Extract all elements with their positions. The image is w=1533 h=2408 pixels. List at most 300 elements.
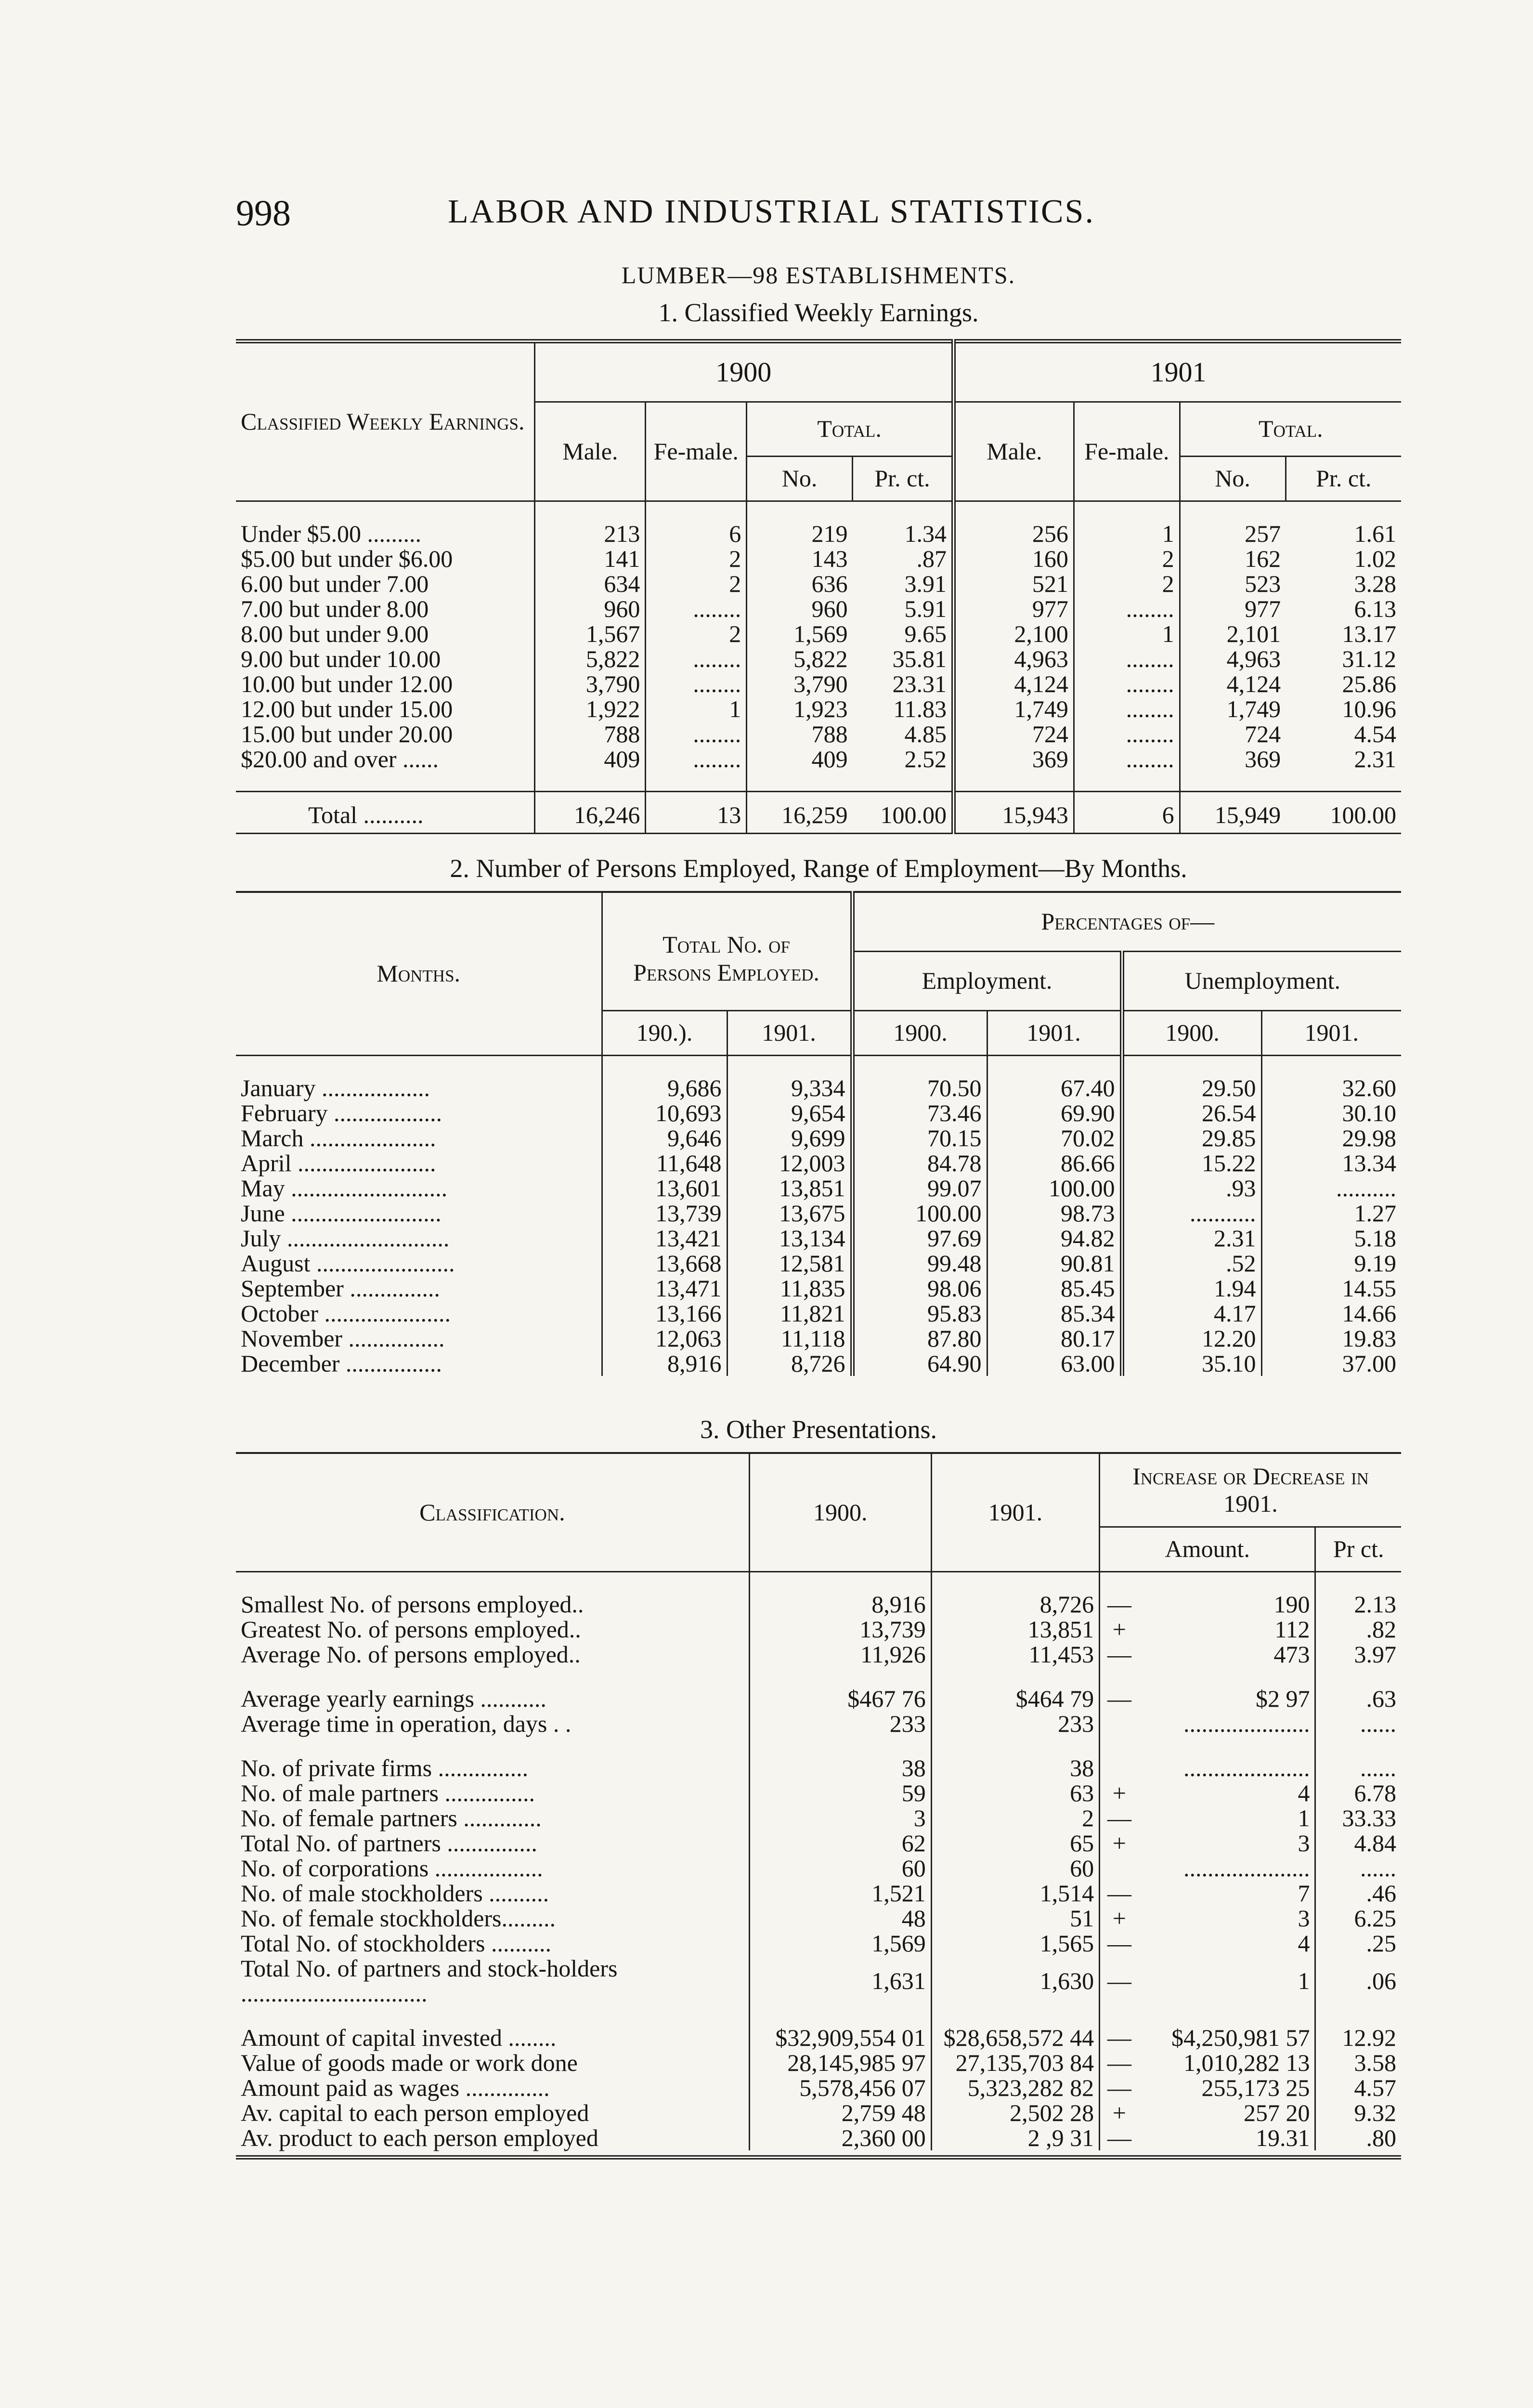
earnings-row <box>236 671 1401 696</box>
persons-1901-header: 1901. <box>727 1011 852 1056</box>
cell: 59 <box>749 1780 931 1806</box>
row-label: $20.00 and over ...... <box>241 746 439 772</box>
classification-row <box>236 1856 1401 1881</box>
row-label: Under $5.00 ......... <box>241 520 421 547</box>
cell: 1 <box>1074 621 1180 646</box>
cell: 977 <box>1180 596 1286 621</box>
row-label: $5.00 but under $6.00 <box>241 545 453 572</box>
cell: 2 <box>646 546 747 571</box>
cell: 70.02 <box>987 1125 1122 1151</box>
cell: 67.40 <box>987 1075 1122 1100</box>
cell: 1.02 <box>1354 545 1396 572</box>
cell: 521 <box>953 571 1074 596</box>
cell: 2 <box>1074 571 1180 596</box>
cell: 141 <box>535 546 646 571</box>
cell: 51 <box>931 1906 1099 1931</box>
emp-1901-header: 1901. <box>987 1011 1122 1056</box>
cell: 5,822 <box>535 646 646 671</box>
cell: 1.61 <box>1354 520 1396 547</box>
document-page <box>236 193 1401 2159</box>
cell: 409 <box>535 746 646 772</box>
cell: 1,749 <box>953 696 1074 721</box>
cell: .46 <box>1315 1881 1401 1906</box>
cell: 13,675 <box>727 1201 852 1226</box>
row-label: Total No. of partners and stock-holders ............................... <box>241 1955 618 2007</box>
cell: 2 <box>646 621 747 646</box>
female-1901-header: Fe-male. <box>1074 402 1180 501</box>
month-row <box>236 1276 1401 1301</box>
cell: 3,790 <box>747 671 853 696</box>
change-sign: — <box>1100 1592 1139 1617</box>
cell: ........ <box>646 596 747 621</box>
change-sign: — <box>1100 2125 1139 2150</box>
cell: 1,923 <box>747 696 853 721</box>
cell: 788 <box>535 721 646 746</box>
emp-1900-header: 1900. <box>852 1011 987 1056</box>
cell: 26.54 <box>1122 1100 1261 1125</box>
row-label: Total No. of partners ............... <box>241 1830 537 1857</box>
cell: 9,334 <box>727 1075 852 1100</box>
cell: 255,173 25 <box>1201 2074 1310 2101</box>
cell: 13,166 <box>602 1301 727 1326</box>
classification-row <box>236 1755 1401 1780</box>
classification-row <box>236 1711 1401 1736</box>
month-row <box>236 1125 1401 1151</box>
cell: 9.65 <box>904 620 947 647</box>
cell: 2,101 <box>1180 621 1286 646</box>
cell: .25 <box>1315 1931 1401 1956</box>
cell: 85.45 <box>987 1276 1122 1301</box>
month-label: May .......................... <box>241 1175 448 1202</box>
cell: $467 76 <box>749 1686 931 1711</box>
month-row <box>236 1100 1401 1125</box>
row-label: Greatest No. of persons employed.. <box>241 1616 581 1643</box>
cell: 788 <box>747 721 853 746</box>
cell: 32.60 <box>1261 1075 1401 1100</box>
cell: 63.00 <box>987 1351 1122 1376</box>
cell: 4.84 <box>1315 1831 1401 1856</box>
cell: 3 <box>749 1806 931 1831</box>
cell: 8,916 <box>602 1351 727 1376</box>
cell: 8,726 <box>727 1351 852 1376</box>
cell: 6.25 <box>1315 1906 1401 1931</box>
cell: 31.12 <box>1342 645 1396 672</box>
cell: 8,916 <box>749 1592 931 1617</box>
cell: 4.57 <box>1315 2075 1401 2100</box>
classification-row <box>236 1881 1401 1906</box>
classification-row <box>236 1906 1401 1931</box>
cell: 12.92 <box>1315 2025 1401 2050</box>
cell: 15,949 <box>1180 792 1286 834</box>
earnings-row <box>236 721 1401 746</box>
pct-header: Pr ct. <box>1315 1527 1401 1572</box>
cell: 9,646 <box>602 1125 727 1151</box>
row-label: Value of goods made or work done <box>241 2049 578 2076</box>
classification-row <box>236 1931 1401 1956</box>
cell: 4 <box>1298 1780 1310 1806</box>
pct-1901-header: Pr. ct. <box>1286 457 1401 501</box>
cell: 16,259 <box>747 792 853 834</box>
section1-title: 1. Classified Weekly Earnings. <box>658 298 979 327</box>
cell: 12,063 <box>602 1326 727 1351</box>
cell: .52 <box>1122 1251 1261 1276</box>
earnings-row <box>236 646 1401 671</box>
cell: ........ <box>646 721 747 746</box>
cell: 5.18 <box>1261 1226 1401 1251</box>
cell: 100.00 <box>987 1176 1122 1201</box>
cell: 62 <box>749 1831 931 1856</box>
cell: 9,654 <box>727 1100 852 1125</box>
row-label: Av. product to each person employed <box>241 2124 598 2151</box>
total-persons-header: Total No. of Persons Employed. <box>602 892 852 1011</box>
cell: 87.80 <box>852 1326 987 1351</box>
cell: 190 <box>1273 1591 1310 1618</box>
cell: 73.46 <box>852 1100 987 1125</box>
classification-row <box>236 1592 1401 1617</box>
cell: 1,514 <box>931 1881 1099 1906</box>
cell: 3.58 <box>1315 2050 1401 2075</box>
row-label: 8.00 but under 9.00 <box>241 620 429 647</box>
cell: 4,963 <box>953 646 1074 671</box>
cell: ...... <box>1315 1755 1401 1780</box>
cell: 11,835 <box>727 1276 852 1301</box>
other-presentations-table <box>236 1452 1401 2150</box>
change-sign: — <box>1100 2050 1139 2075</box>
earnings-row <box>236 546 1401 571</box>
cell: 2.13 <box>1315 1592 1401 1617</box>
classification-row <box>236 2125 1401 2150</box>
change-sign <box>1100 1856 1139 1881</box>
cell: ........... <box>1122 1201 1261 1226</box>
establishment-heading: LUMBER—98 ESTABLISHMENTS. <box>621 262 1016 288</box>
cell: 6 <box>1074 792 1180 834</box>
cell: 1,749 <box>1180 696 1286 721</box>
cell: 219 <box>747 521 853 546</box>
cell: 636 <box>747 571 853 596</box>
cell: 143 <box>747 546 853 571</box>
cell: 5,578,456 07 <box>749 2075 931 2100</box>
cell: 48 <box>749 1906 931 1931</box>
classification-row <box>236 1642 1401 1667</box>
earnings-rows <box>236 501 1401 792</box>
classification-row <box>236 1806 1401 1831</box>
female-1900-header: Fe-male. <box>646 402 747 501</box>
cell: 60 <box>749 1856 931 1881</box>
cell: ..................... <box>1183 1754 1310 1781</box>
cell: 4,963 <box>1180 646 1286 671</box>
cell: 29.50 <box>1122 1075 1261 1100</box>
cell: 1,567 <box>535 621 646 646</box>
month-row <box>236 1201 1401 1226</box>
classification-row <box>236 1617 1401 1642</box>
cell: 3.97 <box>1315 1642 1401 1667</box>
row-label: 12.00 but under 15.00 <box>241 695 453 722</box>
cell: 724 <box>1180 721 1286 746</box>
earnings-row <box>236 746 1401 772</box>
classification-row <box>236 1780 1401 1806</box>
cell: 2.31 <box>1122 1226 1261 1251</box>
cell: $32,909,554 01 <box>749 2025 931 2050</box>
row-label: No. of female partners ............. <box>241 1805 542 1832</box>
cell: 1,630 <box>931 1956 1099 2006</box>
persons-1900-header: 190.). <box>602 1011 727 1056</box>
cell: 9,699 <box>727 1125 852 1151</box>
cell: 1,922 <box>535 696 646 721</box>
change-sign: — <box>1100 1686 1139 1711</box>
cell: 2 ,9 31 <box>931 2125 1099 2150</box>
cell: 98.06 <box>852 1276 987 1301</box>
cell: 37.00 <box>1261 1351 1401 1376</box>
cell: $4,250,981 57 <box>1171 2024 1310 2051</box>
cell: 1,010,282 13 <box>1183 2049 1310 2076</box>
cell: 30.10 <box>1261 1100 1401 1125</box>
cell: 1,569 <box>747 621 853 646</box>
cell: 3.28 <box>1354 570 1396 597</box>
cell: 256 <box>953 521 1074 546</box>
cell: 13,851 <box>727 1176 852 1201</box>
cell: 724 <box>953 721 1074 746</box>
male-1900-header: Male. <box>535 402 646 501</box>
cell: 13,471 <box>602 1276 727 1301</box>
cell: 29.98 <box>1261 1125 1401 1151</box>
change-sign: + <box>1100 1780 1139 1806</box>
row-label: Average time in operation, days . . <box>241 1710 572 1737</box>
month-label: November ................ <box>241 1325 445 1352</box>
cell: ........ <box>1074 671 1180 696</box>
change-sign <box>1100 1755 1139 1780</box>
year-1900-header: 1900 <box>535 341 954 402</box>
cell: 13,851 <box>931 1617 1099 1642</box>
cell: 16,246 <box>535 792 646 834</box>
male-1901-header: Male. <box>953 402 1074 501</box>
cell: 2 <box>1074 546 1180 571</box>
cell: 6 <box>646 521 747 546</box>
cell: $464 79 <box>931 1686 1099 1711</box>
month-label: April ....................... <box>241 1150 436 1177</box>
cell: 100.00 <box>852 1201 987 1226</box>
month-label: June ......................... <box>241 1200 442 1227</box>
earnings-row <box>236 521 1401 546</box>
month-label: March ..................... <box>241 1125 436 1152</box>
employment-table <box>236 891 1401 1376</box>
month-label: January .................. <box>241 1074 430 1101</box>
month-row <box>236 1301 1401 1326</box>
cell: 1 <box>646 696 747 721</box>
no-1901-header: No. <box>1180 457 1286 501</box>
cell: 2.52 <box>904 746 947 772</box>
no-1900-header: No. <box>747 457 853 501</box>
month-row <box>236 1151 1401 1176</box>
cell: 9,686 <box>602 1075 727 1100</box>
cell: 4,124 <box>1180 671 1286 696</box>
total-1901-header: Total. <box>1180 402 1401 457</box>
change-sign: — <box>1100 1642 1139 1667</box>
month-label: February .................. <box>241 1099 442 1126</box>
month-row <box>236 1226 1401 1251</box>
cell: 9.32 <box>1315 2100 1401 2125</box>
cell: 13,421 <box>602 1226 727 1251</box>
cell: ........ <box>1074 746 1180 772</box>
cell: 10.96 <box>1342 695 1396 722</box>
cell: ........ <box>1074 696 1180 721</box>
change-sign: + <box>1100 1831 1139 1856</box>
earnings-row <box>236 696 1401 721</box>
cell: 70.50 <box>852 1075 987 1100</box>
cell: 7 <box>1298 1880 1310 1907</box>
month-label: July ........................... <box>241 1225 450 1252</box>
cell: 11,926 <box>749 1642 931 1667</box>
cell: 13.34 <box>1261 1151 1401 1176</box>
month-row <box>236 1176 1401 1201</box>
classification-row <box>236 1686 1401 1711</box>
cell: 80.17 <box>987 1326 1122 1351</box>
cell: ..................... <box>1183 1710 1310 1737</box>
classification-row <box>236 1956 1401 2006</box>
change-sign: — <box>1100 2025 1139 2050</box>
cell: $28,658,572 44 <box>931 2025 1099 2050</box>
cell: 35.81 <box>892 645 947 672</box>
cell: 257 20 <box>1243 2099 1310 2126</box>
cell: 2,360 00 <box>749 2125 931 2150</box>
cell: 99.07 <box>852 1176 987 1201</box>
cell: 12.20 <box>1122 1326 1261 1351</box>
col-1900-header: 1900. <box>749 1453 931 1572</box>
row-label: No. of private firms ............... <box>241 1754 529 1781</box>
cell: ........ <box>1074 646 1180 671</box>
cell: 100.00 <box>853 792 954 834</box>
cell: .63 <box>1315 1686 1401 1711</box>
row-label: No. of female stockholders......... <box>241 1905 556 1932</box>
cell: 13.17 <box>1342 620 1396 647</box>
cell: 13,739 <box>749 1617 931 1642</box>
pct-1900-header: Pr. ct. <box>853 457 954 501</box>
row-label: Average yearly earnings ........... <box>241 1685 546 1712</box>
cell: 99.48 <box>852 1251 987 1276</box>
cell: 3 <box>1298 1830 1310 1857</box>
cell: .87 <box>916 545 947 572</box>
cell: 70.15 <box>852 1125 987 1151</box>
cell: 97.69 <box>852 1226 987 1251</box>
page-number: 998 <box>236 193 291 234</box>
cell: 25.86 <box>1342 670 1396 697</box>
cell: 523 <box>1180 571 1286 596</box>
change-sign: + <box>1100 1617 1139 1642</box>
cell: 84.78 <box>852 1151 987 1176</box>
cell: .......... <box>1261 1176 1401 1201</box>
cell: 1.27 <box>1261 1201 1401 1226</box>
row-label: Total No. of stockholders .......... <box>241 1930 552 1957</box>
cell: 257 <box>1180 521 1286 546</box>
cell: 60 <box>931 1856 1099 1881</box>
classification-row <box>236 2025 1401 2050</box>
unemp-1900-header: 1900. <box>1122 1011 1261 1056</box>
earnings-stub-header: Classified Weekly Earnings. <box>241 408 525 435</box>
cell: 2,759 48 <box>749 2100 931 2125</box>
row-label: No. of corporations .................. <box>241 1855 543 1882</box>
earnings-row <box>236 596 1401 621</box>
cell: 86.66 <box>987 1151 1122 1176</box>
cell: 100.00 <box>1286 792 1401 834</box>
row-label: 15.00 but under 20.00 <box>241 720 453 747</box>
cell: 1.94 <box>1122 1276 1261 1301</box>
row-label: No. of male stockholders .......... <box>241 1880 549 1907</box>
month-label: September ............... <box>241 1275 440 1302</box>
cell: 112 <box>1274 1616 1310 1643</box>
cell: 3.91 <box>904 570 947 597</box>
cell: 69.90 <box>987 1100 1122 1125</box>
month-row <box>236 1251 1401 1276</box>
month-row <box>236 1075 1401 1100</box>
cell: 90.81 <box>987 1251 1122 1276</box>
cell: 94.82 <box>987 1226 1122 1251</box>
total-1900-header: Total. <box>747 402 954 457</box>
cell: 1,569 <box>749 1931 931 1956</box>
change-sign: — <box>1100 1931 1139 1956</box>
cell: 1,565 <box>931 1931 1099 1956</box>
cell: 5.91 <box>904 595 947 622</box>
cell: 10,693 <box>602 1100 727 1125</box>
cell: 160 <box>953 546 1074 571</box>
earnings-row <box>236 571 1401 596</box>
cell: 27,135,703 84 <box>931 2050 1099 2075</box>
earnings-total-row <box>236 792 1401 834</box>
cell: 369 <box>953 746 1074 772</box>
cell: 4.54 <box>1354 720 1396 747</box>
total-label: Total .......... <box>236 792 535 834</box>
cell: 4.85 <box>904 720 947 747</box>
cell: 977 <box>953 596 1074 621</box>
cell: 2 <box>931 1806 1099 1831</box>
cell: 85.34 <box>987 1301 1122 1326</box>
month-label: August ....................... <box>241 1250 455 1277</box>
earnings-table <box>236 339 1401 834</box>
row-label: Amount paid as wages .............. <box>241 2074 550 2101</box>
cell: ........ <box>646 646 747 671</box>
cell: 1 <box>1074 521 1180 546</box>
cell: 19.83 <box>1261 1326 1401 1351</box>
cell: 11.83 <box>893 695 947 722</box>
cell: .06 <box>1315 1956 1401 2006</box>
row-label: 10.00 but under 12.00 <box>241 670 453 697</box>
cell: 960 <box>747 596 853 621</box>
cell: 634 <box>535 571 646 596</box>
row-label: Average No. of persons employed.. <box>241 1641 581 1668</box>
cell: 8,726 <box>931 1592 1099 1617</box>
cell: 4 <box>1298 1930 1310 1957</box>
cell: .82 <box>1315 1617 1401 1642</box>
row-label: 9.00 but under 10.00 <box>241 645 441 672</box>
employment-header: Employment. <box>852 952 1122 1011</box>
cell: 38 <box>749 1755 931 1780</box>
bottom-rule <box>236 2155 1401 2159</box>
row-label: Amount of capital invested ........ <box>241 2024 557 2051</box>
cell: 960 <box>535 596 646 621</box>
cell: 14.66 <box>1261 1301 1401 1326</box>
unemployment-header: Unemployment. <box>1122 952 1401 1011</box>
cell: 6.13 <box>1354 595 1396 622</box>
cell: 28,145,985 97 <box>749 2050 931 2075</box>
section2-title: 2. Number of Persons Employed, Range of Employment—By Months. <box>450 854 1187 883</box>
cell: 3 <box>1298 1905 1310 1932</box>
classification-rows <box>236 1572 1401 2151</box>
change-sign: — <box>1100 1806 1139 1831</box>
classification-row <box>236 2075 1401 2100</box>
row-label: No. of male partners ............... <box>241 1780 535 1806</box>
cell: 369 <box>1180 746 1286 772</box>
amount-header: Amount. <box>1100 1527 1315 1572</box>
cell: ...... <box>1315 1711 1401 1736</box>
cell: 5,822 <box>747 646 853 671</box>
